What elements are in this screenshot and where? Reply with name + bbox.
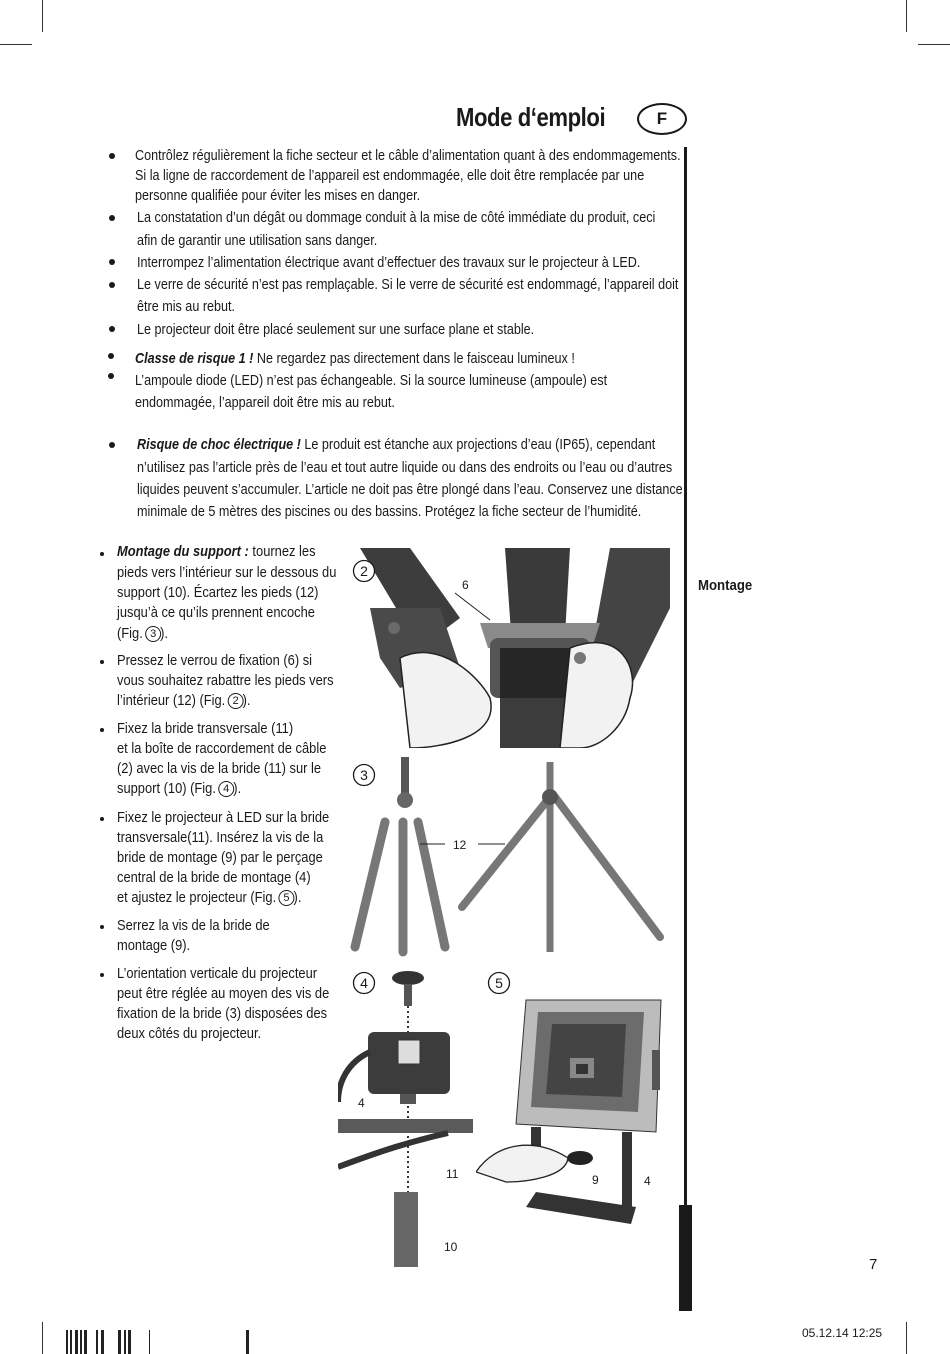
fig-ref-text: ). xyxy=(160,625,169,642)
assembly-step-line xyxy=(117,691,250,712)
assembly-step-line: (2) avec la vis de la bride (11) sur le xyxy=(117,760,322,777)
figure-4-callout-10: 10 xyxy=(444,1240,458,1254)
bullet xyxy=(100,660,104,664)
list-item: Contrôlez régulièrement la fiche secteur et le câble d’alimentation quant à des endommagements. xyxy=(135,147,681,164)
list-item: endommagée, l’appareil doit être mis au rebut. xyxy=(135,394,395,411)
step-heading: Montage du support : xyxy=(117,543,249,560)
shock-text: Le produit est étanche aux projections d’eau (IP65), cependant xyxy=(300,436,656,453)
figure-2-number xyxy=(352,559,376,583)
list-item: afin de garantir une utilisation sans danger. xyxy=(137,232,378,249)
list-item: n’utilisez pas l’article près de l’eau et tout autre liquide ou dans des endroits ou l’eau ou d’autres xyxy=(137,459,673,476)
assembly-step-line: peut être réglée au moyen des vis de xyxy=(117,985,330,1002)
fig-ref-text: (Fig. xyxy=(117,625,147,642)
list-item: minimale de 5 mètres des piscines ou des bassins. Protégez la fiche secteur de l’humidité. xyxy=(137,503,642,520)
list-item: Le verre de sécurité n’est pas remplaçable. Si le verre de sécurité est endommagé, l’appareil doit xyxy=(137,276,679,293)
figure-4-number xyxy=(352,971,376,995)
language-badge: F xyxy=(637,103,687,135)
assembly-step-line: et la boîte de raccordement de câble xyxy=(117,740,327,757)
shock-label: Risque de choc électrique ! xyxy=(137,436,301,453)
bullet xyxy=(109,215,115,221)
crop-mark xyxy=(906,1322,907,1354)
figure-2-number-text: 2 xyxy=(360,563,368,579)
fig-ref-number: 3 xyxy=(145,626,161,642)
bullet xyxy=(100,925,104,929)
figure-4 xyxy=(338,962,478,1267)
shock-item xyxy=(137,434,655,455)
assembly-step-line: L’orientation verticale du projecteur xyxy=(117,965,318,982)
assembly-step-line: montage (9). xyxy=(117,937,191,954)
fig-ref-text: ). xyxy=(233,780,242,797)
fig-ref-text: et ajustez le projecteur (Fig. xyxy=(117,889,280,906)
list-item: Interrompez l’alimentation électrique avant d’effectuer des travaux sur le projecteur à LED. xyxy=(137,254,641,271)
fig-ref-text: l’intérieur (12) (Fig. xyxy=(117,692,229,709)
assembly-step-line: pieds vers l’intérieur sur le dessous du xyxy=(117,564,337,581)
bullet xyxy=(100,973,104,977)
assembly-step-line: Fixez le projecteur à LED sur la bride xyxy=(117,809,330,826)
figure-3-callout-12: 12 xyxy=(453,838,467,852)
bullet xyxy=(109,259,115,265)
margin-rule-thick xyxy=(679,1205,692,1311)
barcode-strip xyxy=(66,1330,256,1354)
figure-4-illustration xyxy=(338,962,478,1267)
bullet xyxy=(108,353,114,359)
list-item: personne qualifiée pour éviter les mises en danger. xyxy=(135,187,421,204)
print-date: 05.12.14 12:25 xyxy=(802,1326,883,1340)
figure-3-number-text: 3 xyxy=(360,767,368,783)
assembly-list xyxy=(100,542,340,1052)
figure-5 xyxy=(476,962,676,1224)
crop-mark xyxy=(906,0,907,32)
assembly-step-line: deux côtés du projecteur. xyxy=(117,1025,262,1042)
safety-list xyxy=(106,145,686,525)
risk-class-item xyxy=(135,348,575,369)
assembly-step-line: jusqu’à ce qu’ils prennent encoche xyxy=(117,604,315,621)
figure-3-illustration xyxy=(340,752,670,957)
fig-ref-number: 2 xyxy=(228,693,244,709)
bullet xyxy=(109,326,115,332)
assembly-step-line: Fixez la bride transversale (11) xyxy=(117,720,294,737)
figure-3-number xyxy=(352,763,376,787)
bullet xyxy=(109,442,115,448)
crop-mark xyxy=(0,44,32,45)
step-text: tournez les xyxy=(248,543,316,560)
assembly-step-line: vous souhaitez rabattre les pieds vers xyxy=(117,672,334,689)
assembly-step-line xyxy=(117,779,241,800)
figure-4-callout-4: 4 xyxy=(358,1096,365,1110)
fig-ref-number: 4 xyxy=(218,781,234,797)
bullet xyxy=(109,153,115,159)
bullet xyxy=(100,552,104,556)
figure-2-callout-6: 6 xyxy=(462,578,469,592)
figure-4-callout-11: 11 xyxy=(446,1167,459,1181)
bullet xyxy=(100,728,104,732)
figure-5-number-text: 5 xyxy=(495,975,503,991)
assembly-step-line: transversale(11). Insérez la vis de la xyxy=(117,829,324,846)
assembly-step-line xyxy=(117,624,168,645)
bullet xyxy=(109,282,115,288)
assembly-step-line: support (10). Écartez les pieds (12) xyxy=(117,584,319,601)
crop-mark xyxy=(918,44,950,45)
list-item: L’ampoule diode (LED) n’est pas échangeable. Si la source lumineuse (ampoule) est xyxy=(135,372,608,389)
crop-mark xyxy=(42,0,43,32)
bullet xyxy=(108,373,114,379)
assembly-step-line xyxy=(117,888,301,909)
crop-mark xyxy=(42,1322,43,1354)
figure-3 xyxy=(340,752,670,957)
assembly-step-line: bride de montage (9) par le perçage xyxy=(117,849,323,866)
list-item: Le projecteur doit être placé seulement sur une surface plane et stable. xyxy=(137,321,535,338)
assembly-step xyxy=(117,542,316,563)
fig-ref-number: 5 xyxy=(279,890,295,906)
fig-ref-text: ). xyxy=(293,889,302,906)
page-number: 7 xyxy=(869,1256,878,1273)
bullet xyxy=(100,817,104,821)
assembly-step-line: Serrez la vis de la bride de xyxy=(117,917,270,934)
assembly-step-line: fixation de la bride (3) disposées des xyxy=(117,1005,328,1022)
figure-5-callout-9: 9 xyxy=(592,1173,599,1187)
list-item: Si la ligne de raccordement de l’appareil est endommagée, elle doit être remplacée par une xyxy=(135,167,645,184)
list-item: être mis au rebut. xyxy=(137,298,236,315)
fig-ref-text: support (10) (Fig. xyxy=(117,780,220,797)
page-title: Mode d‘emploi xyxy=(456,102,606,132)
list-item: La constatation d’un dégât ou dommage conduit à la mise de côté immédiate du produit, ceci xyxy=(137,209,656,226)
assembly-step-line: central de la bride de montage (4) xyxy=(117,869,311,886)
list-item: liquides peuvent s’accumuler. L’article ne doit pas être plongé dans l’eau. Conservez une distance xyxy=(137,481,683,498)
assembly-step-line: Pressez le verrou de fixation (6) si xyxy=(117,652,313,669)
section-label-montage: Montage xyxy=(698,577,753,594)
figure-5-callout-4: 4 xyxy=(644,1174,651,1188)
figure-2-illustration xyxy=(340,548,670,748)
risk-class-label: Classe de risque 1 ! xyxy=(135,350,254,367)
risk-class-text: Ne regardez pas directement dans le faisceau lumineux ! xyxy=(253,350,575,367)
figure-4-number-text: 4 xyxy=(360,975,368,991)
fig-ref-text: ). xyxy=(242,692,251,709)
figure-5-number xyxy=(487,971,511,995)
